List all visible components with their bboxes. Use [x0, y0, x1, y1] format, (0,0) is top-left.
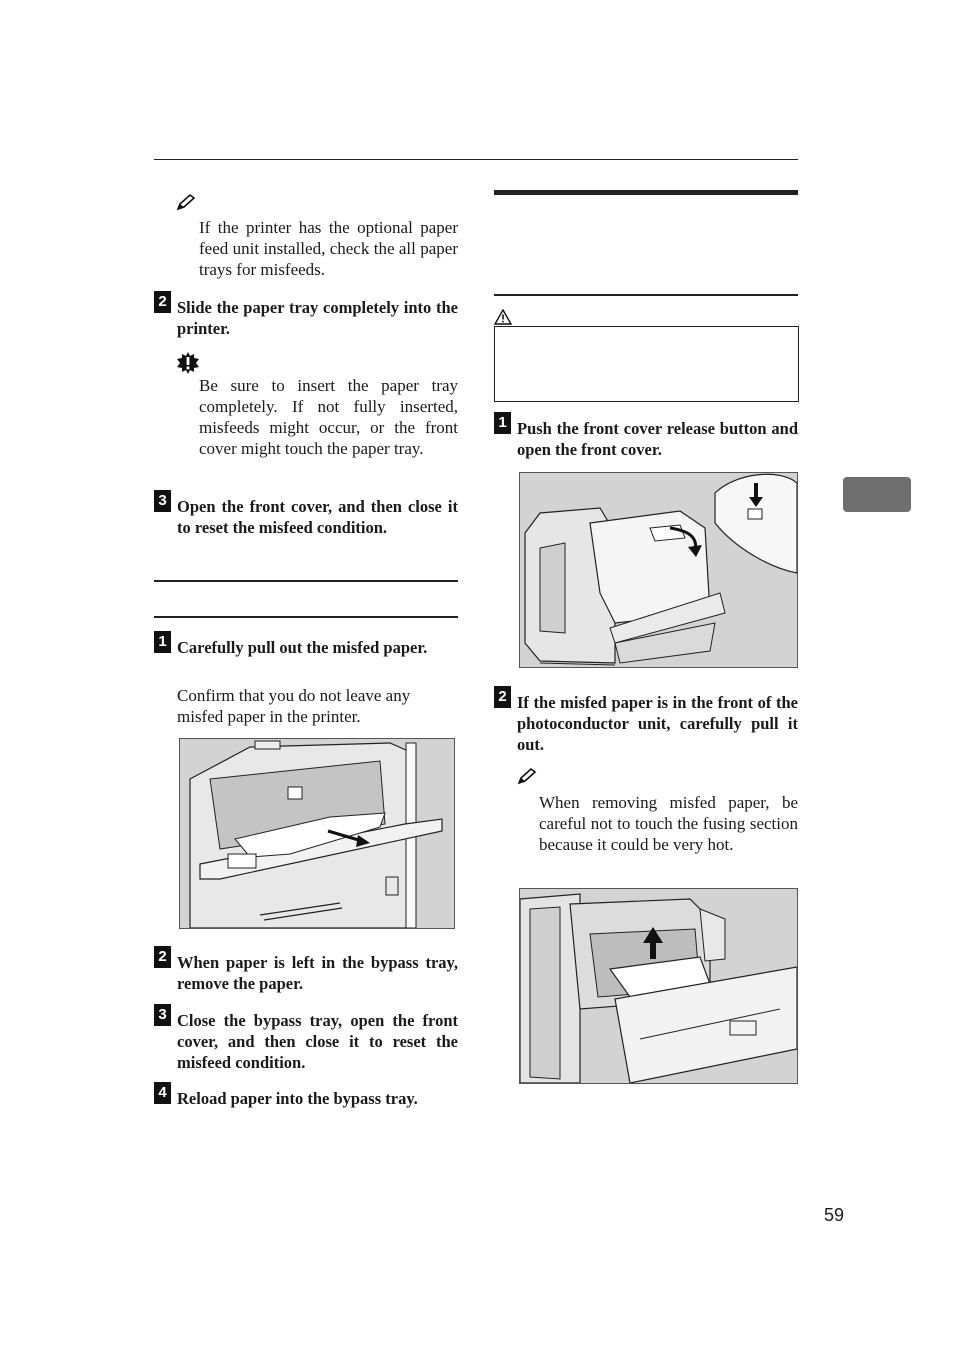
step-number: 2: [154, 291, 171, 313]
step-text: Slide the paper tray completely into the printer.: [177, 298, 458, 338]
step-number: 4: [154, 1082, 171, 1104]
step-number: 3: [154, 490, 171, 512]
page-number: 59: [823, 1205, 844, 1225]
pencil-note-icon: [176, 193, 196, 216]
step-text: When paper is left in the bypass tray, remove the paper.: [177, 953, 458, 993]
step-text: If the misfed paper is in the front of the photoconductor unit, carefully pull it out.: [517, 693, 798, 754]
section-rule: [494, 294, 798, 296]
step-number: 1: [154, 631, 171, 653]
section-heading-rule: [494, 190, 798, 195]
important-exclamation-icon: [177, 352, 199, 379]
chapter-tab: [843, 477, 911, 512]
header-rule: [154, 159, 798, 160]
section-rule: [154, 616, 458, 618]
step-text: Push the front cover release button and open the front cover.: [517, 419, 798, 459]
step-text: Carefully pull out the misfed paper.: [177, 638, 428, 657]
pencil-note-icon: [517, 767, 537, 790]
note-text: If the printer has the optional paper feed unit installed, check the all paper trays for misfeeds.: [199, 218, 458, 279]
step-number: 1: [494, 412, 511, 434]
bypass-tray-illustration: [179, 738, 455, 929]
step-number: 3: [154, 1004, 171, 1026]
section-rule: [154, 580, 458, 582]
step-text: Reload paper into the bypass tray.: [177, 1089, 418, 1108]
step-text: Open the front cover, and then close it to reset the misfeed condition.: [177, 497, 458, 537]
step-detail: Confirm that you do not leave any misfed paper in the printer.: [177, 686, 411, 726]
photoconductor-illustration: [519, 888, 798, 1084]
note-text: When removing misfed paper, be careful not to touch the fusing section because it could be very hot.: [539, 793, 798, 854]
step-number: 2: [154, 946, 171, 968]
important-text: Be sure to insert the paper tray completely. If not fully inserted, misfeeds might occur, or the front cover might touch the paper tray.: [199, 376, 458, 458]
front-cover-illustration: [519, 472, 798, 668]
warning-box: [494, 326, 799, 402]
step-number: 2: [494, 686, 511, 708]
step-text: Close the bypass tray, open the front cover, and then close it to reset the misfeed condition.: [177, 1011, 458, 1072]
